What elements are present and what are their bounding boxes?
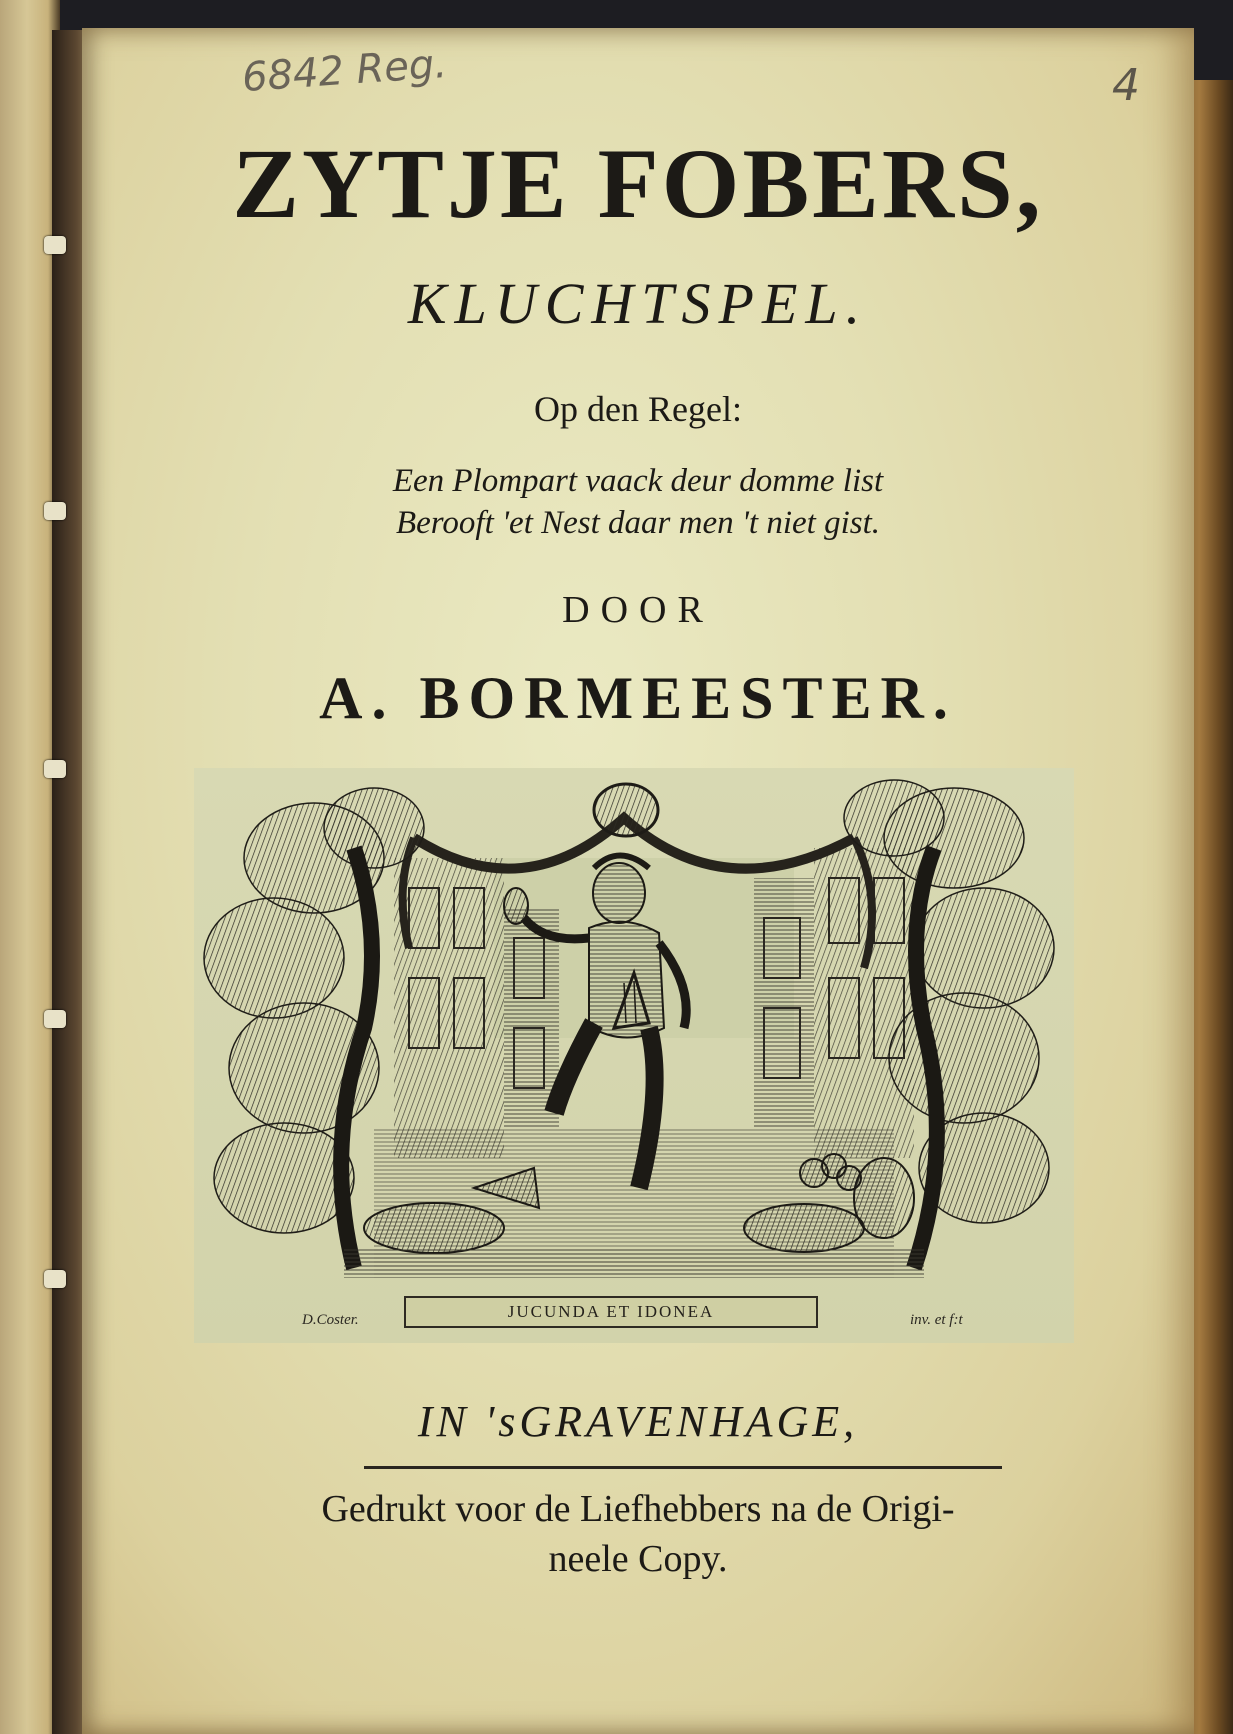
imprint-line-1: Gedrukt voor de Liefhebbers na de Origi- bbox=[321, 1488, 955, 1530]
imprint-divider-rule bbox=[364, 1466, 1002, 1469]
imprint-statement bbox=[82, 1484, 1194, 1584]
door-label: DOOR bbox=[562, 589, 714, 631]
left-facing-page bbox=[0, 0, 60, 1734]
binding-stitch bbox=[44, 760, 66, 778]
title-page bbox=[82, 28, 1194, 1734]
binding-stitch bbox=[44, 1270, 66, 1288]
author-name: A. BORMEESTER. bbox=[319, 665, 957, 731]
binding-stitch bbox=[44, 1010, 66, 1028]
motto-line-2: Berooft 'et Nest daar men 't niet gist. bbox=[395, 505, 880, 541]
engraving-motto-cartouche: JUCUNDA ET IDONEA bbox=[404, 1296, 818, 1328]
handwritten-page-number: 4 bbox=[1112, 60, 1140, 111]
book-subtitle: KLUCHTSPEL. bbox=[407, 271, 869, 336]
satyr-engraving-illustration bbox=[194, 768, 1074, 1343]
motto-line-1: Een Plompart vaack deur domme list bbox=[392, 463, 884, 499]
binding-stitch bbox=[44, 236, 66, 254]
engraver-signature: D.Coster. bbox=[302, 1312, 359, 1328]
motto bbox=[82, 460, 1194, 544]
binding-stitch bbox=[44, 502, 66, 520]
motto-label: Op den Regel: bbox=[534, 389, 742, 429]
imprint-line-2: neele Copy. bbox=[548, 1538, 728, 1580]
book-title: ZYTJE FOBERS, bbox=[232, 128, 1044, 239]
handwritten-shelfmark: 6842 Reg. bbox=[240, 40, 449, 102]
imprint-city: IN 'sGRAVENHAGE, bbox=[417, 1397, 859, 1446]
engraver-credit: inv. et f:t bbox=[910, 1312, 963, 1328]
engraving-plate bbox=[194, 768, 1074, 1343]
